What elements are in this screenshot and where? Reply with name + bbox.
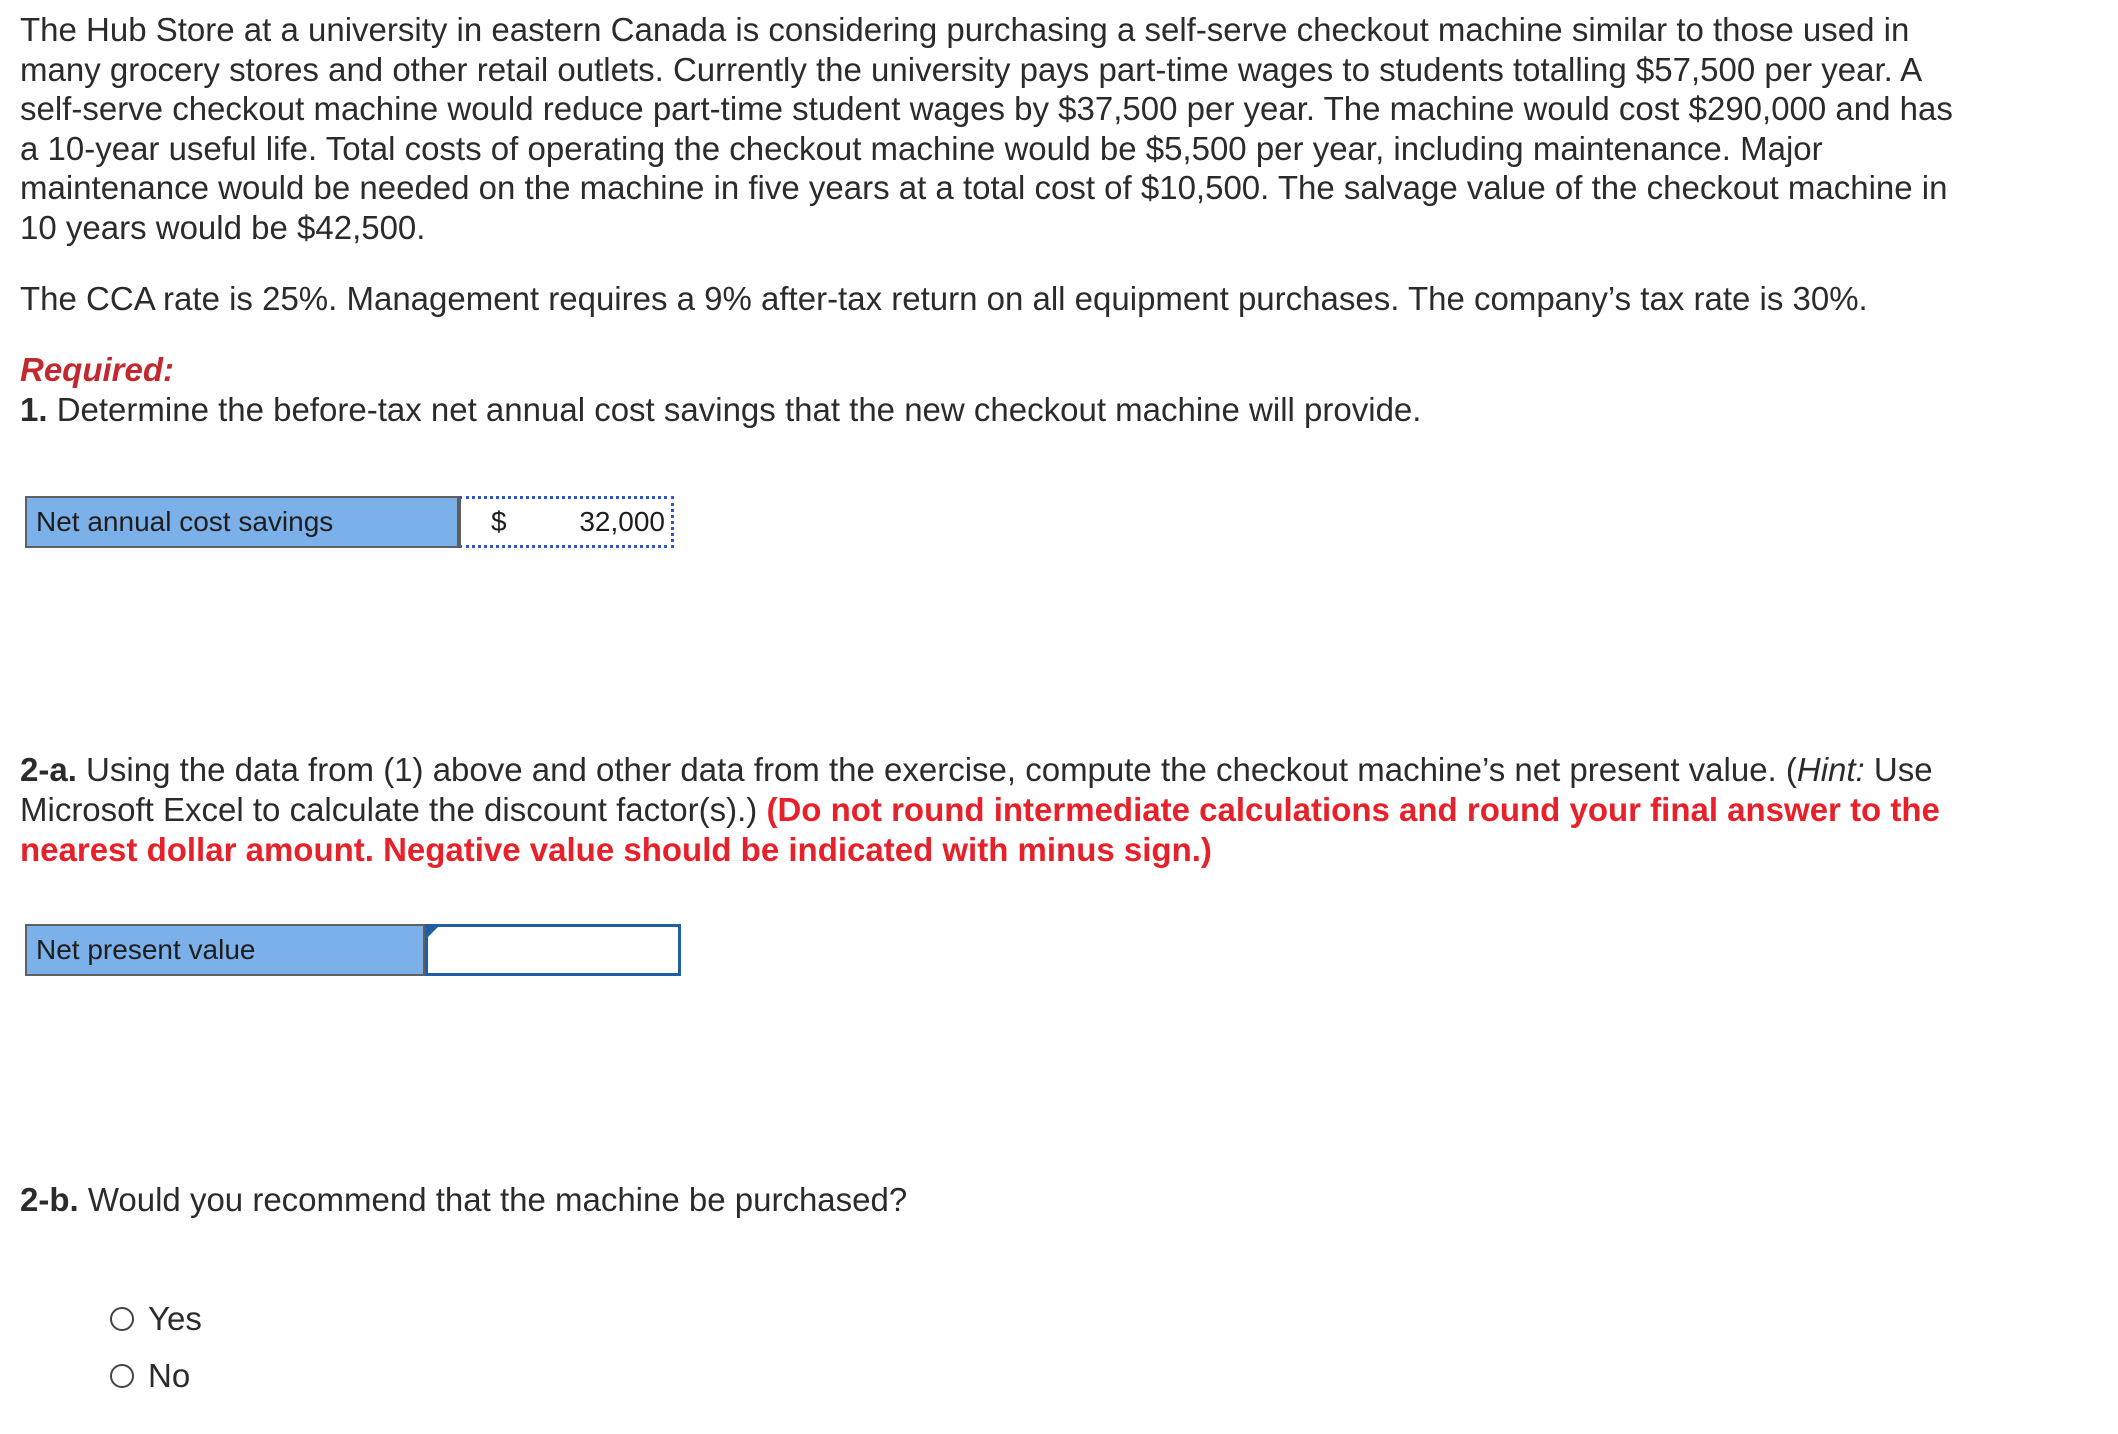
radio-yes[interactable]	[110, 1307, 134, 1331]
net-present-value-cell[interactable]	[425, 924, 681, 976]
option-no-label: No	[148, 1357, 191, 1394]
option-yes[interactable]	[110, 1300, 202, 1338]
intro-line: a 10-year useful life. Total costs of operating the checkout machine would be $5,500 per year, including maintenance. Major	[20, 129, 1823, 167]
net-annual-cost-savings-answer[interactable]	[459, 496, 674, 548]
option-no[interactable]	[110, 1357, 190, 1395]
net-annual-cost-savings-row	[25, 496, 674, 548]
currency-symbol: $	[491, 506, 507, 537]
intro-line: The Hub Store at a university in eastern Canada is considering purchasing a self-serve checkout machine similar to those used in	[20, 11, 1910, 48]
radio-no[interactable]	[110, 1364, 134, 1388]
rounding-instruction-continued: nearest dollar amount. Negative value should be indicated with minus sign.)	[20, 831, 1212, 868]
net-annual-cost-savings-label: Net annual cost savings	[25, 496, 459, 548]
question-content	[20, 6, 2100, 430]
rates-text: The CCA rate is 25%. Management requires a 9% after-tax return on all equipment purchases. The company’s tax rate is 30%.	[20, 280, 1868, 317]
question-2a-line-1	[20, 750, 2100, 790]
intro-line: many grocery stores and other retail outlets. Currently the university pays part-time wages to students totalling $57,500 per year. A	[20, 50, 1923, 88]
required-heading: Required:	[20, 350, 175, 388]
question-2a	[20, 750, 2100, 870]
intro-line: maintenance would be needed on the machine in five years at a total cost of $10,500. The salvage value of the checkout machine in	[20, 169, 1948, 206]
hint-text: Use	[1864, 751, 1933, 788]
question-2a-line2-text: Microsoft Excel to calculate the discount factor(s).)	[20, 791, 758, 828]
rounding-instruction: (Do not round intermediate calculations and round your final answer to the	[766, 791, 1940, 828]
question-1-text: Determine the before-tax net annual cost savings that the new checkout machine will provide.	[56, 390, 1422, 428]
hint-label: Hint:	[1796, 751, 1865, 788]
question-2b-text: Would you recommend that the machine be purchased?	[87, 1181, 908, 1218]
option-yes-label: Yes	[148, 1300, 202, 1337]
net-present-value-input[interactable]	[428, 927, 678, 973]
intro-line: 10 years would be $42,500.	[20, 208, 426, 246]
question-2a-line-2	[20, 790, 2100, 830]
intro-line: self-serve checkout machine would reduce part-time student wages by $37,500 per year. The machine would cost $290,000 and has	[20, 90, 1953, 127]
question-2a-number: 2-a.	[20, 751, 77, 788]
net-present-value-row	[25, 924, 681, 976]
question-2a-text: Using the data from (1) above and other data from the exercise, compute the checkout machine’s net present value. (	[86, 751, 1797, 788]
problem-intro	[20, 10, 2100, 247]
net-annual-cost-savings-value: 32,000	[579, 506, 665, 537]
net-present-value-label: Net present value	[25, 924, 425, 976]
question-1-number: 1.	[20, 390, 48, 428]
question-2b	[20, 1180, 907, 1220]
cell-corner-marker	[427, 926, 439, 938]
question-1	[20, 390, 2100, 430]
question-2b-number: 2-b.	[20, 1181, 79, 1218]
